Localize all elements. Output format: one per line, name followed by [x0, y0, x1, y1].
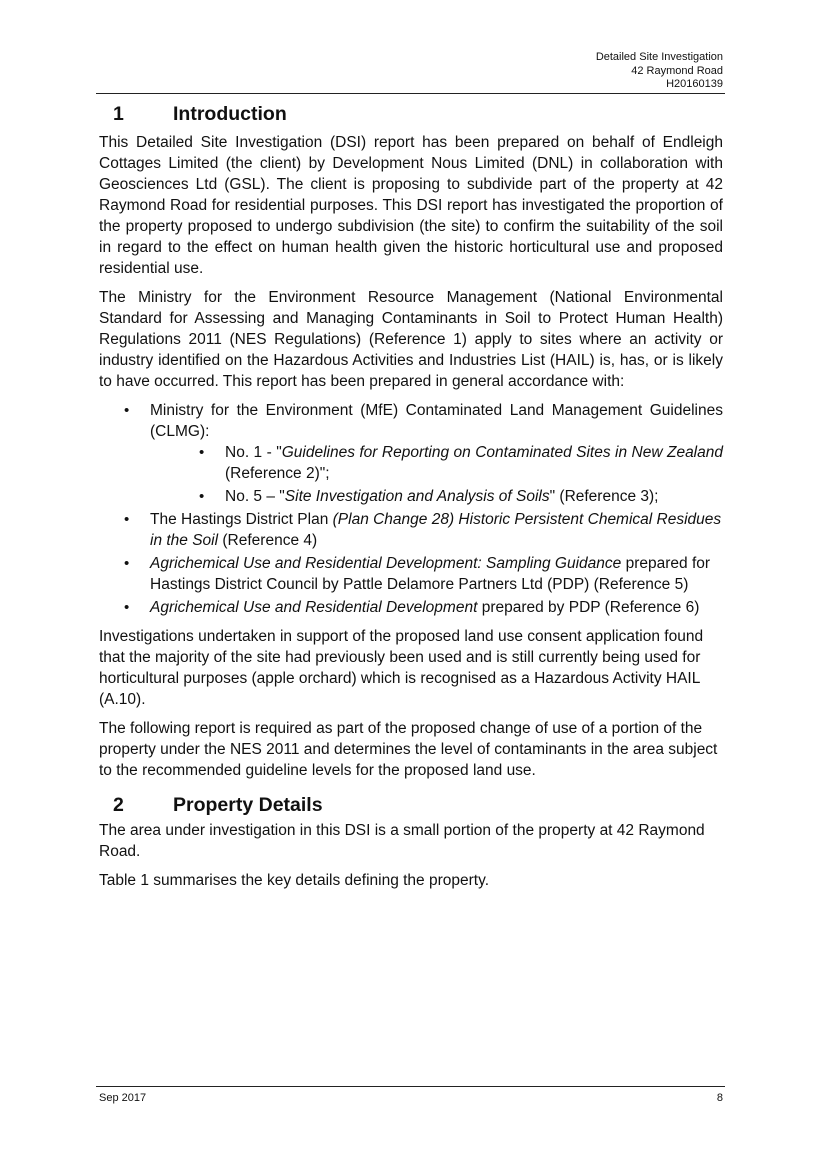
- guidance-list: [99, 400, 723, 618]
- list-item-prefix: The Hastings District Plan: [150, 511, 333, 528]
- section-title: Introduction: [173, 103, 287, 125]
- property-paragraph-2: Table 1 summarises the key details defining the property.: [99, 872, 489, 889]
- page-number: 8: [716, 1092, 723, 1104]
- intro-paragraph-3: Investigations undertaken in support of the proposed land use consent application found that the majority of the site had previously been used and is still currently being used for horticultural purposes (apple orchard) which is recognised as a Hazardous Activity HAIL (A.10).: [99, 628, 704, 708]
- section-number: 2: [113, 794, 124, 816]
- header-title: Detailed Site Investigation: [595, 51, 723, 63]
- list-item: [99, 597, 723, 618]
- sub-item-prefix: No. 5 – ": [225, 488, 285, 505]
- list-item: [99, 400, 723, 507]
- property-paragraph-1: The area under investigation in this DSI is a small portion of the property at 42 Raymond Road.: [99, 822, 705, 860]
- sub-item-prefix: No. 1 - ": [225, 444, 282, 461]
- footer-date: Sep 2017: [99, 1092, 147, 1104]
- sub-item-title: Site Investigation and Analysis of Soils: [284, 488, 550, 505]
- sub-item-suffix: " (Reference 3);: [549, 488, 659, 505]
- section-number: 1: [113, 103, 124, 125]
- sub-list: [150, 442, 723, 507]
- section-title: Property Details: [173, 794, 323, 816]
- section-heading-property-details: [99, 791, 723, 819]
- intro-paragraph-2: The Ministry for the Environment Resource Management (National Environmental Standard for Assessing and Managing Contaminants in Soil to Protect Human Health) Regulations 2011 (NES Regulations) (Reference 1) apply to sites where an activity or industry identified on the Hazardous Activities and Industries List (HAIL) is, has, or is likely to have occurred. This report has been prepared in general accordance with:: [99, 289, 723, 390]
- page-header: [596, 51, 723, 92]
- list-item: [99, 509, 723, 551]
- list-item-title: Agrichemical Use and Residential Development: Sampling Guidance: [150, 555, 622, 572]
- sub-item-title: Guidelines for Reporting on Contaminated Sites in New Zealand: [281, 444, 723, 461]
- footer-rule: [96, 1086, 725, 1087]
- list-item-text: Ministry for the Environment (MfE) Contaminated Land Management Guidelines (CLMG):: [150, 402, 723, 440]
- sub-list-item: [174, 442, 723, 484]
- header-address: 42 Raymond Road: [631, 64, 723, 77]
- intro-paragraph-4: The following report is required as part of the proposed change of use of a portion of the property under the NES 2011 and determines the level of contaminants in the area subject to the recommended guideline levels for the proposed land use.: [99, 720, 718, 779]
- list-item-suffix: prepared by PDP (Reference 6): [477, 599, 700, 616]
- header-rule: [96, 93, 725, 94]
- list-item-suffix: prepared for Hastings District Council by Pattle Delamore Partners Ltd (PDP) (Reference 5): [150, 555, 711, 593]
- list-item-suffix: (Reference 4): [218, 532, 318, 549]
- document-body: [99, 97, 723, 899]
- section-heading-introduction: [99, 97, 723, 131]
- list-item-title: (Plan Change 28) Historic Persistent Chemical Residues in the Soil: [150, 511, 722, 549]
- header-reference: H20160139: [666, 78, 723, 90]
- list-item: [99, 553, 723, 595]
- sub-item-suffix: (Reference 2)";: [225, 465, 330, 482]
- intro-paragraph-1: This Detailed Site Investigation (DSI) report has been prepared on behalf of Endleigh Cottages Limited (the client) by Development Nous Limited (DNL) in collaboration with Geosciences Ltd (GSL). The client is proposing to subdivide part of the property at 42 Raymond Road for residential purposes. This DSI report has investigated the proportion of the property proposed to undergo subdivision (the site) to confirm the suitability of the soil in regard to the effect on human health given the historic horticultural use and proposed residential use.: [99, 134, 723, 277]
- sub-list-item: [174, 486, 723, 507]
- list-item-title: Agrichemical Use and Residential Development: [150, 599, 478, 616]
